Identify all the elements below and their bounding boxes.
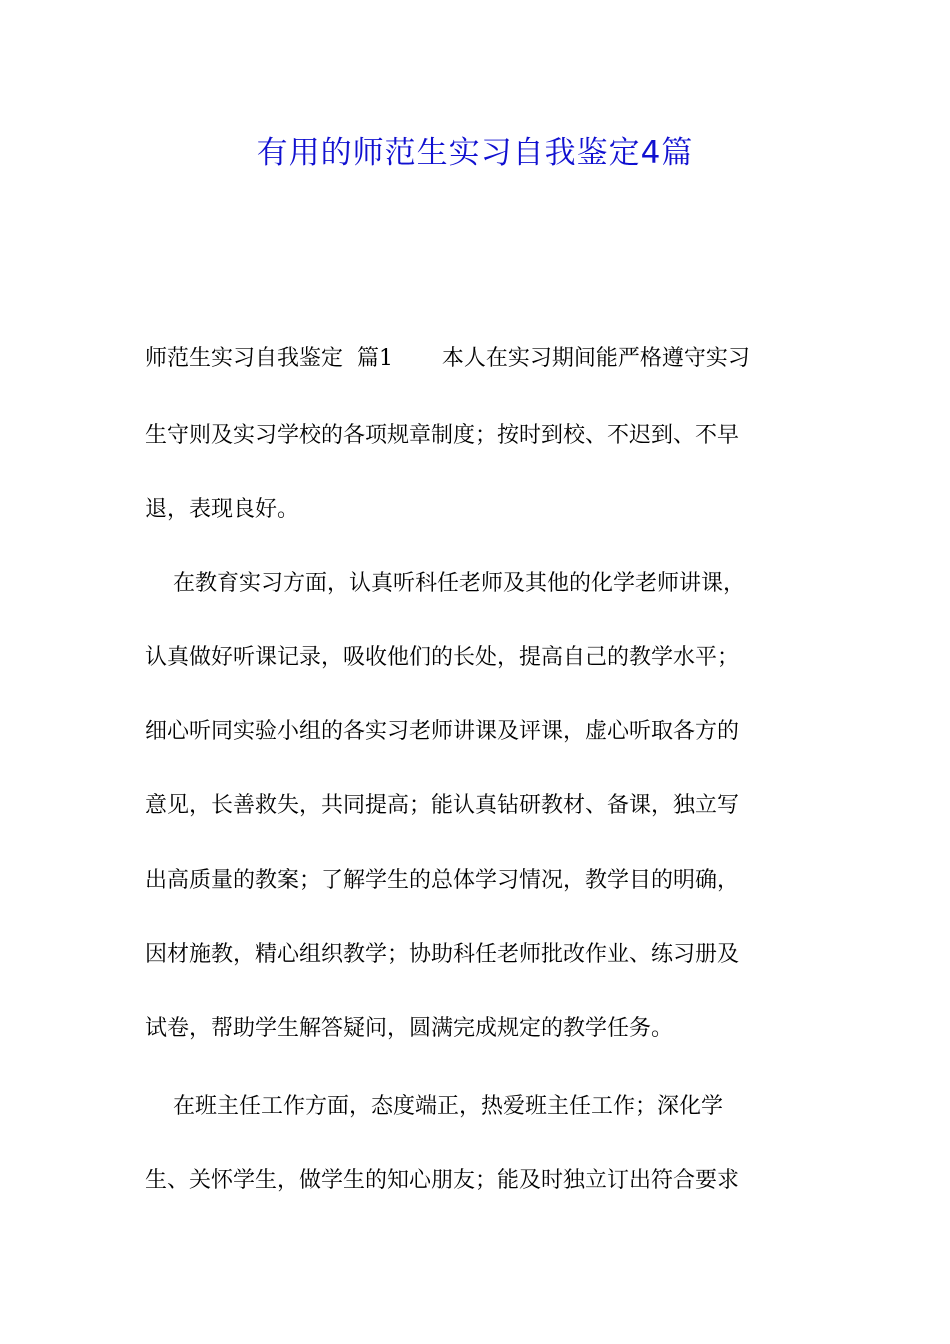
body-line: 在班主任工作方面，态度端正，热爱班主任工作；深化学: [145, 1094, 723, 1119]
document-title: 有用的师范生实习自我鉴定4篇: [256, 135, 694, 171]
body-line: 试卷，帮助学生解答疑问，圆满完成规定的教学任务。: [145, 1016, 674, 1041]
body-line: 细心听同实验小组的各实习老师讲课及评课，虚心听取各方的: [145, 719, 740, 744]
body-line: 在教育实习方面，认真听科任老师及其他的化学老师讲课，: [145, 571, 745, 596]
body-line: 生、关怀学生，做学生的知心朋友；能及时独立订出符合要求: [145, 1168, 740, 1193]
body-line: 生守则及实习学校的各项规章制度；按时到校、不迟到、不早: [145, 423, 740, 448]
body-line: 师范生实习自我鉴定 篇1 本人在实习期间能严格遵守实习: [145, 346, 750, 371]
body-line: 因材施教，精心组织教学；协助科任老师批改作业、练习册及: [145, 942, 740, 967]
body-line: 认真做好听课记录，吸收他们的长处，提高自己的教学水平；: [145, 645, 740, 670]
body-line: 出高质量的教案；了解学生的总体学习情况，教学目的明确，: [145, 868, 740, 893]
body-line: 意见，长善救失，共同提高；能认真钻研教材、备课，独立写: [145, 793, 740, 818]
body-line: 退，表现良好。: [145, 497, 300, 522]
